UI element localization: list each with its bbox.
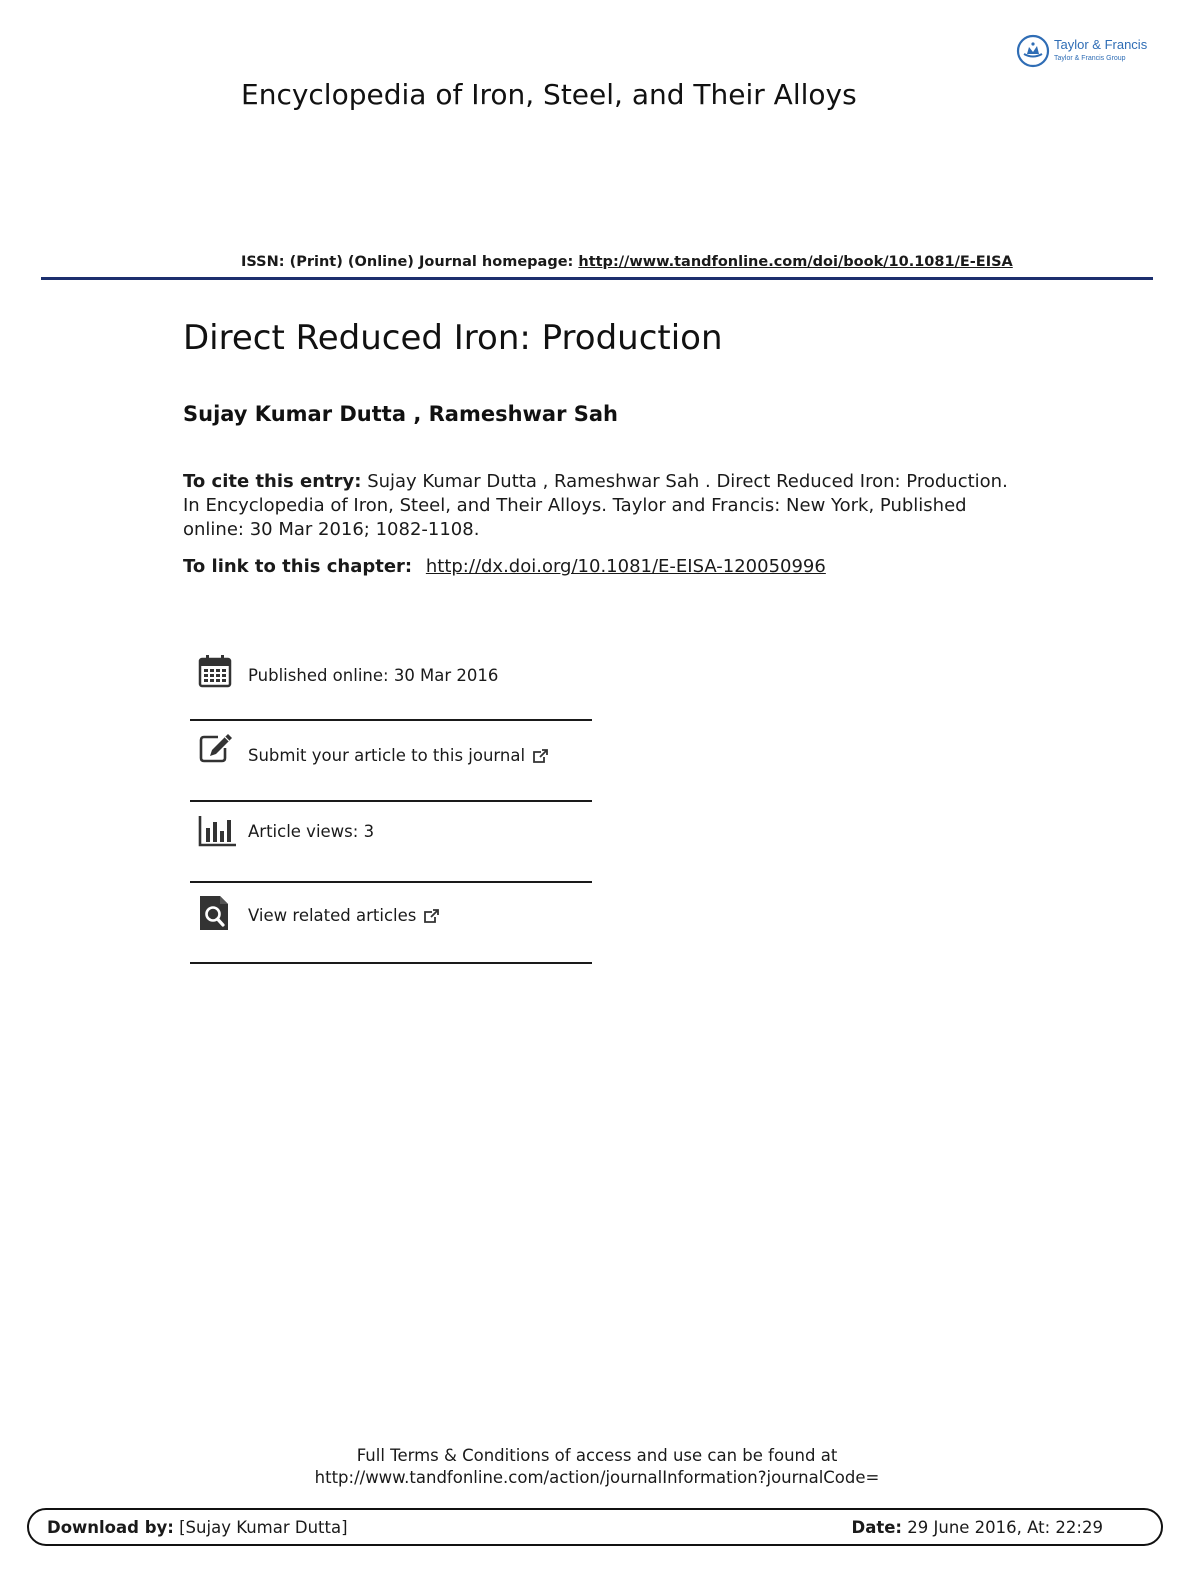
external-link-icon [531, 749, 549, 765]
citation-text: Sujay Kumar Dutta , Rameshwar Sah . Direct Reduced Iron: Production. In Encyclopedia of Iron, Steel, and Their Alloys. Taylor and Francis: New York, Published online: 30 Mar 2016; 1082-1108. [183, 471, 1008, 540]
bar-chart-icon [198, 814, 238, 848]
chapter-link-label: To link to this chapter: [183, 556, 413, 577]
download-value: [Sujay Kumar Dutta] [179, 1518, 348, 1537]
info-article-views [190, 812, 592, 862]
publisher-logo [1016, 34, 1166, 70]
issn-prefix: ISSN: (Print) (Online) Journal homepage: [241, 254, 579, 270]
terms-line-1: Full Terms & Conditions of access and use can be found at [356, 1446, 838, 1465]
info-submit-article[interactable] [190, 732, 592, 782]
chapter-link[interactable]: http://dx.doi.org/10.1081/E-EISA-120050996 [425, 556, 826, 577]
chapter-link-line [183, 556, 826, 577]
external-link-icon [422, 909, 440, 925]
terms-url[interactable]: http://www.tandfonline.com/action/journalInformation?journalCode= [314, 1468, 880, 1487]
search-document-icon [198, 894, 232, 932]
info-published-online [190, 652, 592, 702]
issn-line [241, 254, 1013, 270]
journal-title: Encyclopedia of Iron, Steel, and Their Alloys [241, 78, 857, 111]
article-authors: Sujay Kumar Dutta , Rameshwar Sah [183, 402, 619, 426]
info-divider [190, 962, 592, 964]
info-divider [190, 719, 592, 721]
date-value: 29 June 2016, At: 22:29 [907, 1518, 1103, 1537]
download-label: Download by: [47, 1518, 174, 1537]
date-label: Date: [851, 1518, 903, 1537]
taylor-francis-logo-icon [1016, 34, 1050, 68]
terms-notice [0, 1445, 1194, 1489]
related-articles-text[interactable] [248, 906, 440, 925]
submit-article-link[interactable]: Submit your article to this journal [248, 746, 526, 765]
edit-icon [198, 732, 234, 764]
calendar-icon [198, 654, 232, 688]
download-date [852, 1518, 1104, 1537]
publisher-name: Taylor & Francis [1054, 37, 1148, 52]
download-footer [27, 1508, 1163, 1546]
info-related-articles[interactable] [190, 894, 592, 944]
citation [183, 470, 1023, 542]
related-articles-link[interactable]: View related articles [248, 906, 417, 925]
download-info [47, 1518, 348, 1537]
journal-homepage-link[interactable]: http://www.tandfonline.com/doi/book/10.1081/E-EISA [578, 254, 1013, 270]
info-divider [190, 881, 592, 883]
article-title: Direct Reduced Iron: Production [183, 318, 723, 358]
submit-article-text[interactable] [248, 746, 549, 765]
citation-label: To cite this entry: [183, 471, 362, 492]
published-online-text: Published online: 30 Mar 2016 [248, 666, 499, 685]
info-divider [190, 800, 592, 802]
article-views-text: Article views: 3 [248, 822, 375, 841]
publisher-group: Taylor & Francis Group [1054, 55, 1126, 62]
header-divider [41, 277, 1153, 280]
